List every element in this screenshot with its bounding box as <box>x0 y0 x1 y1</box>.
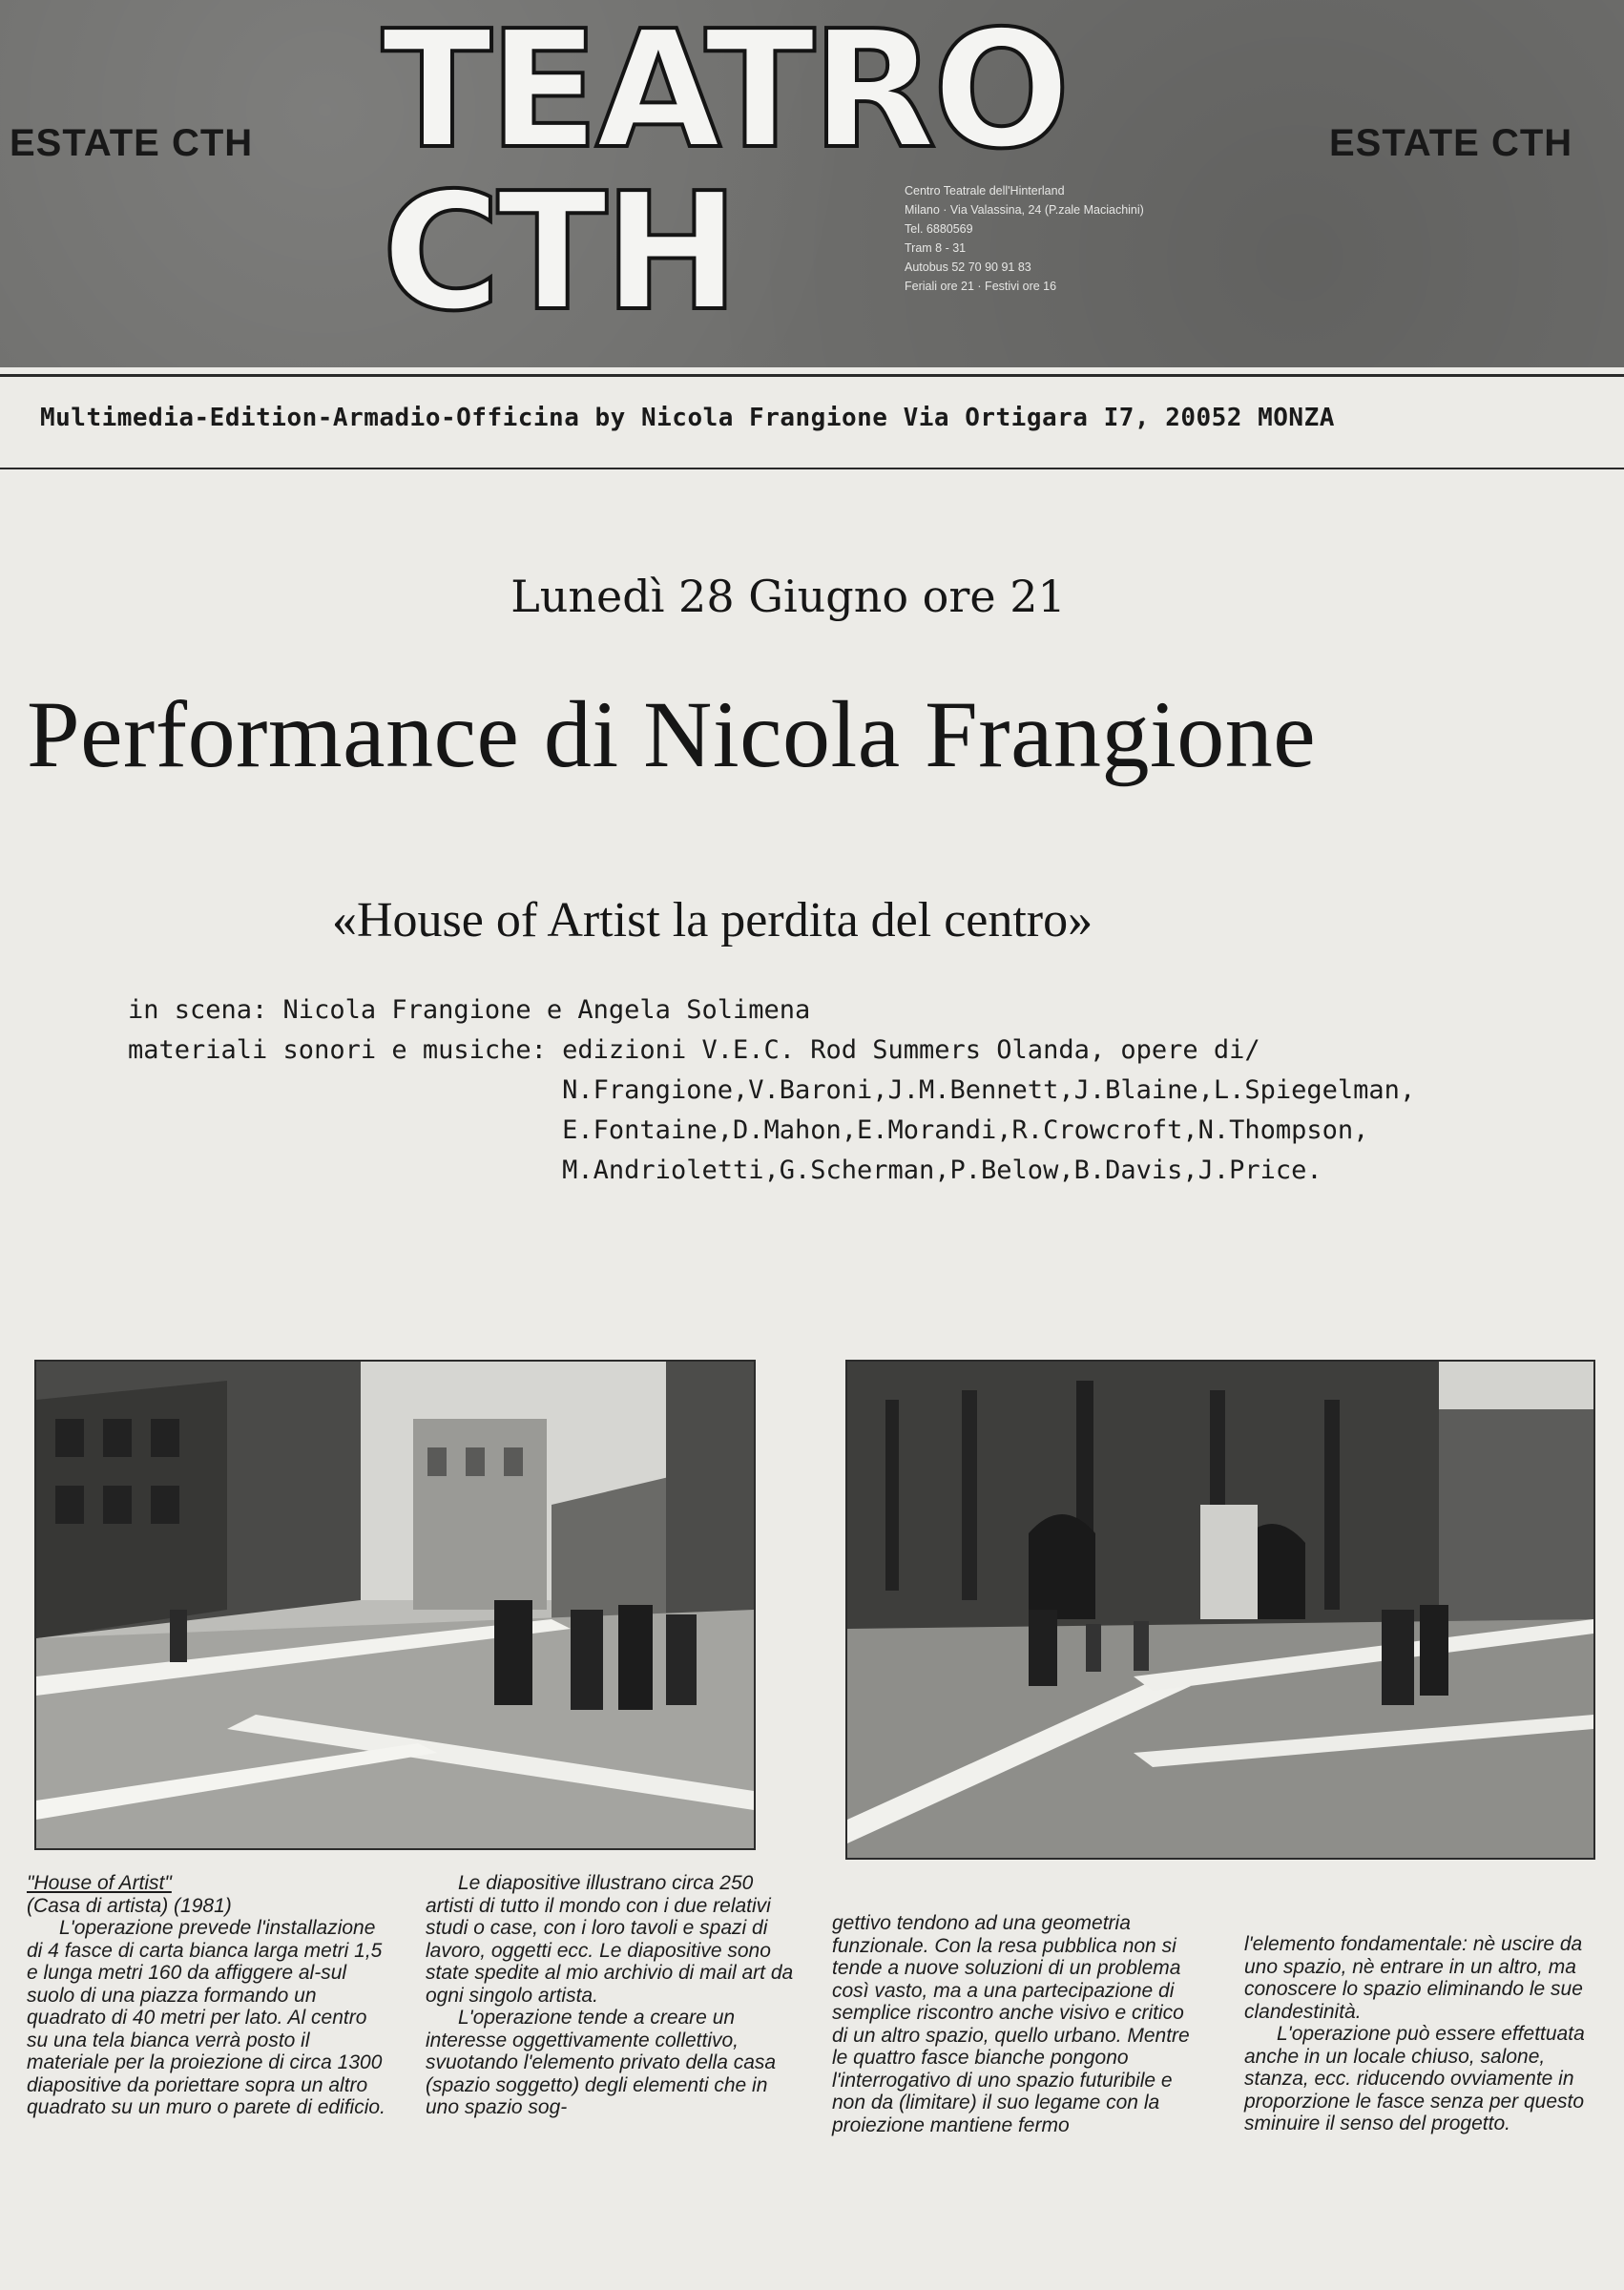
contact-line: Centro Teatrale dell'Hinterland <box>905 184 1065 198</box>
cathedral-photo-right <box>845 1360 1595 1860</box>
article-paragraph: l'elemento fondamentale: nè uscire da uno spazio, nè entrare in un altro, ma conoscere lo spazio eliminando le sue clandestinità. <box>1244 1933 1583 2023</box>
theatre-contact-info <box>905 181 1229 296</box>
cathedral-photo-right-image <box>847 1362 1593 1858</box>
contact-line: Feriali ore 21 · Festivi ore 16 <box>905 280 1057 293</box>
event-date: Lunedì 28 Giugno ore 21 <box>510 571 1066 622</box>
logo-teatro: TEATRO <box>382 0 1067 185</box>
contact-line: Tram 8 - 31 <box>905 241 967 255</box>
article-column-3 <box>832 1912 1204 2136</box>
article-subheading: (Casa di artista) (1981) <box>27 1894 232 1917</box>
publisher-tagline: Multimedia-Edition-Armadio-Officina by Nicola Frangione Via Ortigara I7, 20052 MONZA <box>40 404 1335 432</box>
article-paragraph: L'operazione può essere effettuata anche in un locale chiuso, salone, stanza, ecc. riducendo ovviamente in proporzione le fasce senza per questo sminuire il senso del progetto. <box>1244 2023 1585 2134</box>
contact-line: Autobus 52 70 90 91 83 <box>905 260 1031 274</box>
article-column-4 <box>1244 1933 1597 2135</box>
credits-line: N.Frangione,V.Baroni,J.M.Bennett,J.Blaine,L.Spiegelman, <box>128 1075 1416 1105</box>
article-column-2 <box>426 1872 794 2119</box>
event-title: Performance di Nicola Frangione <box>27 681 1317 787</box>
credits-line: materiali sonori e musiche: edizioni V.E.C. Rod Summers Olanda, opere di/ <box>128 1035 1260 1065</box>
article-paragraph: L'operazione prevede l'installazione di 4 fasce di carta bianca larga metri 1,5 e lunga metri 160 da affiggere al-sul suolo di una piazza formando un quadrato di 40 metri per lato. Al centro su una tela bianca verrà posto il materiale per la proiezione di circa 1300 diapositive da poriettare sopra un altro quadrato su un muro o parete di edificio. <box>27 1917 385 2118</box>
piazza-photo-left-image <box>36 1362 754 1848</box>
article-heading: "House of Artist" <box>27 1872 172 1894</box>
event-subtitle: «House of Artist la perdita del centro» <box>332 893 1093 947</box>
credits-block <box>128 990 1415 1191</box>
masthead <box>0 0 1624 367</box>
article-column-1 <box>27 1872 387 2119</box>
contact-line: Milano · Via Valassina, 24 (P.zale Maciachini) <box>905 203 1144 217</box>
credits-line: E.Fontaine,D.Mahon,E.Morandi,R.Crowcroft,N.Thompson, <box>128 1115 1369 1145</box>
estate-label-right: ESTATE CTH <box>1329 122 1573 164</box>
article-paragraph: gettivo tendono ad una geometria funzionale. Con la resa pubblica non si tende a nuove soluzioni di un problema così vasto, ma a una partecipazione di semplice riscontro anche visivo e critico di un altro spazio, quello urbano. Mentre le quattro fasce bianche pongono l'interrogativo di uno spazio futuribile e non da (limitare) il suo legame con la proiezione mantiene fermo <box>832 1912 1190 2136</box>
piazza-photo-left <box>34 1360 756 1850</box>
logo-cth: CTH <box>382 158 736 347</box>
contact-line: Tel. 6880569 <box>905 222 973 236</box>
credits-line: M.Andrioletti,G.Scherman,P.Below,B.Davis,J.Price. <box>128 1155 1322 1185</box>
article-paragraph: L'operazione tende a creare un interesse oggettivamente collettivo, svuotando l'elemento privato della casa (spazio soggetto) degli elementi che in uno spazio sog- <box>426 2007 777 2118</box>
estate-label-left: ESTATE CTH <box>10 122 254 164</box>
credits-line: in scena: Nicola Frangione e Angela Solimena <box>128 995 811 1025</box>
article-paragraph: Le diapositive illustrano circa 250 artisti di tutto il mondo con i due relativi studi o case, con i loro tavoli e spazi di lavoro, oggetti ecc. Le diapositive sono state spedite al mio archivio di mail art da ogni singolo artista. <box>426 1872 794 2007</box>
